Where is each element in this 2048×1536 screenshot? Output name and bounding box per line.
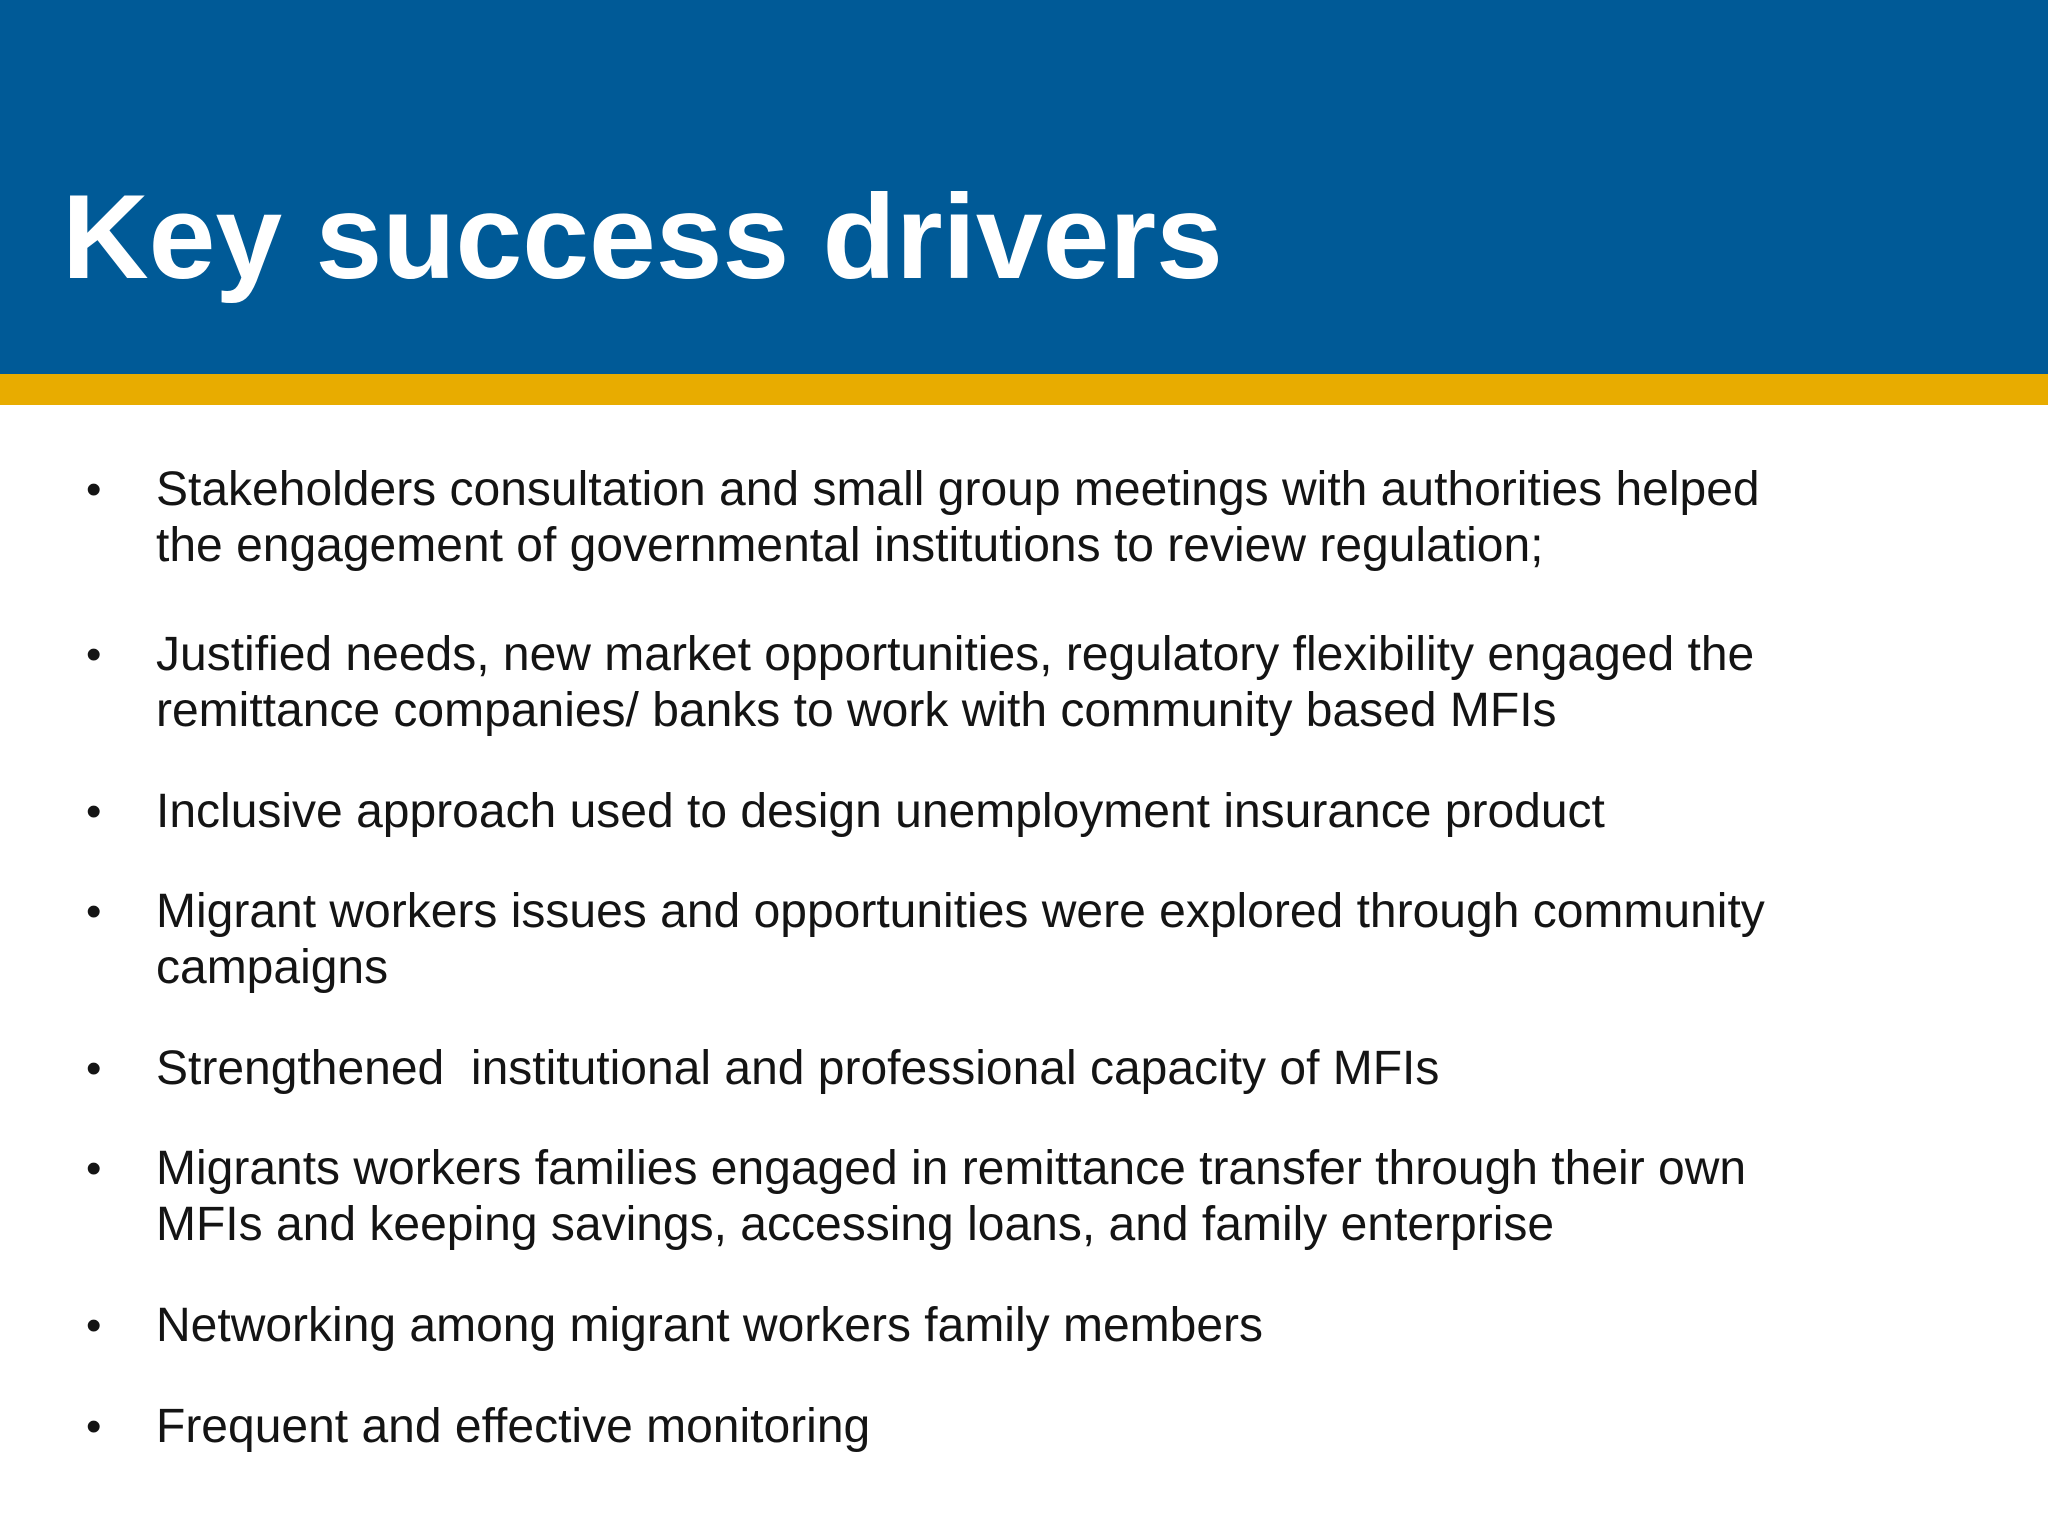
- bullet-dot: •: [86, 465, 102, 514]
- bullet-dot: •: [86, 1044, 102, 1093]
- bullet-line: MFIs and keeping savings, accessing loans, and family enterprise: [156, 1198, 1555, 1251]
- bullet-line: the engagement of governmental institutions to review regulation;: [156, 519, 1544, 572]
- bullet-dot: •: [86, 787, 102, 836]
- bullet-text: [156, 1141, 1956, 1253]
- bullet-text: [156, 784, 1956, 840]
- bullet-line: campaigns: [156, 941, 389, 994]
- bullet-text: [156, 462, 1956, 574]
- bullet-dot: •: [86, 887, 102, 936]
- bullet-text: [156, 1298, 1956, 1354]
- bullet-line: remittance companies/ banks to work with community based MFIs: [156, 684, 1557, 737]
- bullet-line: Stakeholders consultation and small group meetings with authorities helped: [156, 463, 1760, 516]
- accent-stripe: [0, 374, 2048, 405]
- bullet-dot: •: [86, 1402, 102, 1451]
- slide-title: Key success drivers: [62, 170, 1223, 304]
- bullet-line: Justified needs, new market opportunities, regulatory flexibility engaged the: [156, 628, 1755, 681]
- bullet-text: [156, 884, 1956, 996]
- bullet-dot: •: [86, 630, 102, 679]
- bullet-line: Strengthened institutional and professional capacity of MFIs: [156, 1042, 1440, 1095]
- bullet-line: Frequent and effective monitoring: [156, 1400, 871, 1453]
- bullet-line: Inclusive approach used to design unemployment insurance product: [156, 785, 1605, 838]
- bullet-line: Migrant workers issues and opportunities were explored through community: [156, 885, 1765, 938]
- bullet-text: [156, 1041, 1956, 1097]
- bullet-dot: •: [86, 1301, 102, 1350]
- bullet-dot: •: [86, 1144, 102, 1193]
- bullet-line: Migrants workers families engaged in remittance transfer through their own: [156, 1142, 1747, 1195]
- bullet-text: [156, 1399, 1956, 1455]
- bullet-line: Networking among migrant workers family members: [156, 1299, 1263, 1352]
- bullet-text: [156, 627, 1956, 739]
